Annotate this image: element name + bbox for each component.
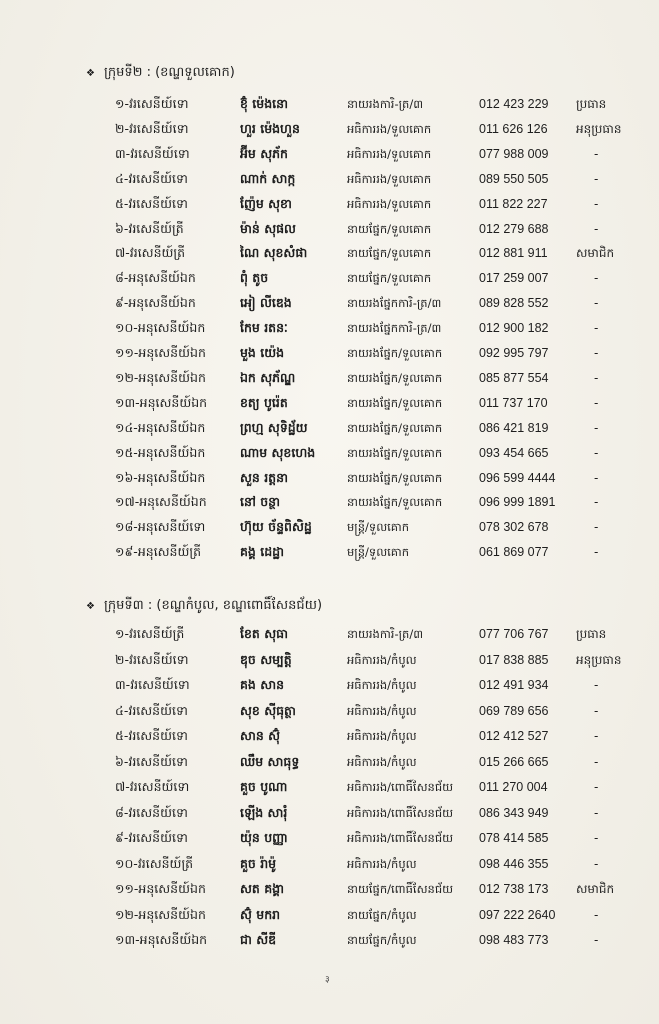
member-row xyxy=(0,699,659,723)
member-role: ប្រធាន xyxy=(576,627,607,641)
member-phone: 093 454 665 xyxy=(479,445,549,460)
member-rank: ២-វរសេនីយ៍ទោ xyxy=(115,120,189,136)
member-row xyxy=(0,801,659,825)
member-name: មួង យ៉េង xyxy=(240,345,285,360)
member-name: ខត្យ បូរ៉េត xyxy=(240,394,288,410)
member-row xyxy=(0,775,659,799)
member-role: - xyxy=(594,445,599,460)
member-role: - xyxy=(594,933,599,947)
member-position: អធិការរង/កំបូល xyxy=(347,678,417,692)
member-role: អនុប្រធាន xyxy=(576,652,622,667)
member-row xyxy=(0,877,659,901)
member-name: សាន ស៊ុំ xyxy=(240,728,281,743)
member-name: ស៊ុំ មករា xyxy=(240,906,281,922)
member-rank: ៣-វរសេនីយ៍ទោ xyxy=(115,145,190,161)
member-phone: 012 491 934 xyxy=(479,678,549,692)
member-row xyxy=(0,291,659,315)
member-name: សួន រត្តនា xyxy=(240,469,288,485)
member-rank: ៦-វរសេនីយ៍ទោ xyxy=(115,753,188,769)
member-row xyxy=(0,540,659,564)
member-phone: 011 737 170 xyxy=(479,395,548,410)
member-role: - xyxy=(594,703,599,718)
member-rank: ១៥-អនុសេនីយ៍ឯក xyxy=(115,444,206,460)
member-name: ពុំ តូច xyxy=(240,270,269,286)
member-position: នាយរងផ្នែក/ទួលគោក xyxy=(347,395,443,410)
member-phone: 078 414 585 xyxy=(479,831,549,845)
member-name: ជា សីឌី xyxy=(240,932,277,947)
member-rank: ១០-វរសេនីយ៍ត្រី xyxy=(115,855,194,871)
member-rank: ១៤-អនុសេនីយ៍ឯក xyxy=(115,419,206,435)
member-row xyxy=(0,167,659,191)
member-phone: 078 302 678 xyxy=(479,520,549,535)
member-name: ឈឹម សាធុទ្ធ xyxy=(240,753,300,769)
member-phone: 012 279 688 xyxy=(479,221,549,236)
member-role: - xyxy=(594,395,599,410)
member-position: អធិការរង/កំបូល xyxy=(347,652,417,667)
member-phone: 011 822 227 xyxy=(479,196,548,211)
member-row xyxy=(0,92,659,116)
member-position: មន្ត្រី/ទួលគោក xyxy=(347,520,410,535)
member-name: គង សាន xyxy=(240,677,285,692)
member-role: - xyxy=(594,196,599,211)
member-row xyxy=(0,490,659,514)
member-row xyxy=(0,391,659,415)
member-name: ឯក សុភ័ណ្ឌ xyxy=(240,369,296,385)
group-title: ក្រុមទី៣ : (ខណ្ឌកំបូល, ខណ្ឌពោធិ៍សែនជ័យ) xyxy=(104,598,323,613)
member-row xyxy=(0,750,659,774)
member-position: អធិការរង/ទួលគោក xyxy=(347,171,432,186)
member-phone: 012 423 229 xyxy=(479,97,549,111)
member-rank: ១៩-អនុសេនីយ៍ត្រី xyxy=(115,544,202,560)
member-position: នាយផ្នែក/ពោធិ៍សែនជ័យ xyxy=(347,882,454,896)
member-rank: ១៣-អនុសេនីយ៍ឯក xyxy=(115,394,208,410)
member-role: ប្រធាន xyxy=(576,97,607,111)
member-role: - xyxy=(594,346,599,360)
member-name: ឌុច សម្បត្តិ xyxy=(240,651,292,667)
member-rank: ៦-វរសេនីយ៍ត្រី xyxy=(115,220,184,236)
member-name: នៅ ចន្ថា xyxy=(240,494,281,510)
member-row xyxy=(0,724,659,748)
member-name: ណៃ សុខសំផា xyxy=(240,245,308,261)
member-phone: 085 877 554 xyxy=(479,370,549,385)
member-name: ញ៉ែម សុខា xyxy=(240,195,292,211)
member-rank: ៧-វរសេនីយ៍ត្រី xyxy=(115,245,186,261)
member-rank: ១២-អនុសេនីយ៍ឯក xyxy=(115,906,206,922)
member-rank: ៤-វរសេនីយ៍ទោ xyxy=(115,170,188,186)
member-phone: 061 869 077 xyxy=(479,545,549,560)
member-phone: 098 483 773 xyxy=(479,933,549,947)
member-phone: 017 259 007 xyxy=(479,271,549,286)
member-role: - xyxy=(594,495,599,510)
member-rank: ១៧-អនុសេនីយ៍ឯក xyxy=(115,494,207,510)
member-role: - xyxy=(594,678,599,692)
member-position: នាយរងផ្នែក/ទួលគោក xyxy=(347,495,443,510)
member-phone: 096 599 4444 xyxy=(479,470,556,485)
member-name: គួច បូណា xyxy=(240,779,288,794)
member-phone: 086 421 819 xyxy=(479,420,549,435)
member-name: ខែត សុធា xyxy=(240,626,288,641)
member-role: - xyxy=(594,520,599,535)
member-role: - xyxy=(594,171,599,186)
group-title: ក្រុមទី២ : (ខណ្ឌទួលគោក) xyxy=(104,65,235,80)
member-rank: ៨-អនុសេនីយ៍ឯក xyxy=(115,270,196,286)
member-row xyxy=(0,142,659,166)
member-name: សុខ ស៊ីធុត្ថា xyxy=(240,702,296,718)
member-role: - xyxy=(594,221,599,236)
member-position: អធិការរង/ទួលគោក xyxy=(347,121,432,136)
member-role: - xyxy=(594,805,599,820)
member-position: អធិការរង/ពោធិ៍សែនជ័យ xyxy=(347,805,454,820)
member-phone: 077 988 009 xyxy=(479,146,549,161)
member-name: អ៊ីម សុភ័ក xyxy=(240,145,288,161)
member-name: យ៉ុន បញ្ញា xyxy=(240,830,288,845)
member-position: នាយរងផ្នែក/ទួលគោក xyxy=(347,370,443,385)
member-row xyxy=(0,648,659,672)
member-row xyxy=(0,117,659,141)
member-phone: 096 999 1891 xyxy=(479,495,556,510)
member-position: អធិការរង/កំបូល xyxy=(347,703,417,718)
member-phone: 011 626 126 xyxy=(479,121,548,136)
member-name: សត គង្គា xyxy=(240,881,285,896)
member-rank: ៨-វរសេនីយ៍ទោ xyxy=(115,804,188,820)
member-phone: 017 838 885 xyxy=(479,652,549,667)
member-name: ហួរ ម៉េងហួន xyxy=(240,120,300,136)
member-role: - xyxy=(594,370,599,385)
member-rank: ១-វរសេនីយ៍ត្រី xyxy=(115,626,185,641)
member-rank: ២-វរសេនីយ៍ទោ xyxy=(115,651,189,667)
member-rank: ១០-អនុសេនីយ៍ឯក xyxy=(115,320,206,336)
group-heading xyxy=(86,595,322,617)
member-phone: 089 828 552 xyxy=(479,296,549,311)
member-position: នាយរងការិ-ត្រ/៣ xyxy=(347,627,424,641)
member-row xyxy=(0,826,659,850)
member-phone: 077 706 767 xyxy=(479,627,549,641)
member-name: ណាក់ សាក្ក xyxy=(240,170,296,186)
member-position: អធិការរង/កំបូល xyxy=(347,729,417,743)
member-position: អធិការរង/ពោធិ៍សែនជ័យ xyxy=(347,780,454,794)
member-row xyxy=(0,673,659,697)
member-phone: 097 222 2640 xyxy=(479,907,556,922)
member-position: នាយរងផ្នែក/ទួលគោក xyxy=(347,445,443,460)
member-phone: 086 343 949 xyxy=(479,805,549,820)
member-role: - xyxy=(594,729,599,743)
member-position: នាយផ្នែក/ទួលគោក xyxy=(347,246,432,261)
member-phone: 098 446 355 xyxy=(479,856,549,871)
member-position: នាយរងផ្នែកការិ-ត្រ/៣ xyxy=(347,321,442,336)
member-rank: ១៦-អនុសេនីយ៍ឯក xyxy=(115,469,206,485)
member-name: កែម រតនៈ xyxy=(240,320,288,336)
group-heading xyxy=(86,62,235,84)
member-rank: ៣-វរសេនីយ៍ទោ xyxy=(115,677,190,692)
member-rank: ៧-វរសេនីយ៍ទោ xyxy=(115,779,190,794)
member-role: - xyxy=(594,545,599,560)
member-row xyxy=(0,903,659,927)
member-role: - xyxy=(594,321,599,336)
member-rank: ១៨-អនុសេនីយ៍ទោ xyxy=(115,519,206,535)
member-row xyxy=(0,416,659,440)
member-phone: 092 995 797 xyxy=(479,346,549,360)
member-position: អធិការរង/ពោធិ៍សែនជ័យ xyxy=(347,831,454,845)
member-phone: 089 550 505 xyxy=(479,171,549,186)
member-position: នាយរងផ្នែក/ទួលគោក xyxy=(347,346,443,360)
member-name: ព្រហ្ម សុទិដ្ឋ័យ xyxy=(240,419,308,435)
member-role: សមាជិក xyxy=(576,882,615,896)
member-position: នាយរងផ្នែក/ទួលគោក xyxy=(347,470,443,485)
member-rank: ៥-វរសេនីយ៍ទោ xyxy=(115,728,188,743)
member-role: - xyxy=(594,146,599,161)
member-name: អៀ លីឌេង xyxy=(240,295,292,311)
member-rank: ១២-អនុសេនីយ៍ឯក xyxy=(115,369,206,385)
member-role: - xyxy=(594,754,599,769)
member-row xyxy=(0,466,659,490)
member-name: គួច រ៉ាម៉ូ xyxy=(240,855,277,871)
member-name: ខ៊ុំ ម៉េងនោ xyxy=(240,96,288,111)
member-name: ម៉ាន់ សុផល xyxy=(240,220,296,236)
member-phone: 012 738 173 xyxy=(479,882,549,896)
member-role: - xyxy=(594,271,599,286)
member-rank: ១៣-អនុសេនីយ៍ឯក xyxy=(115,932,208,947)
member-name: ហ៊ុយ ច័ន្ទពិសិដ្ឋ xyxy=(240,519,312,535)
member-name: ឡើង សារុំ xyxy=(240,804,288,820)
member-row xyxy=(0,341,659,365)
member-rank: ១-វរសេនីយ៍ទោ xyxy=(115,96,189,111)
member-phone: 011 270 004 xyxy=(479,780,548,794)
member-position: នាយរងការិ-ត្រ/៣ xyxy=(347,97,424,111)
member-position: នាយរងផ្នែកការិ-ត្រ/៣ xyxy=(347,296,442,311)
member-rank: ៩-អនុសេនីយ៍ឯក xyxy=(115,295,196,311)
member-rank: ១១-អនុសេនីយ៍ឯក xyxy=(115,345,206,360)
member-rank: ៤-វរសេនីយ៍ទោ xyxy=(115,702,188,718)
member-role: - xyxy=(594,831,599,845)
member-role: - xyxy=(594,470,599,485)
member-role: - xyxy=(594,296,599,311)
member-role: អនុប្រធាន xyxy=(576,121,622,136)
member-row xyxy=(0,928,659,952)
member-position: នាយផ្នែក/កំបូល xyxy=(347,933,417,947)
member-rank: ៥-វរសេនីយ៍ទោ xyxy=(115,195,188,211)
member-role: - xyxy=(594,856,599,871)
member-name: ណាម សុខហេង xyxy=(240,444,316,460)
member-position: នាយផ្នែក/ទួលគោក xyxy=(347,221,432,236)
member-row xyxy=(0,217,659,241)
member-position: មន្ត្រី/ទួលគោក xyxy=(347,545,410,560)
member-position: អធិការរង/ទួលគោក xyxy=(347,146,432,161)
member-row xyxy=(0,622,659,646)
member-role: - xyxy=(594,907,599,922)
member-position: នាយរងផ្នែក/ទួលគោក xyxy=(347,420,443,435)
member-phone: 069 789 656 xyxy=(479,703,549,718)
member-row xyxy=(0,852,659,876)
member-rank: ១១-អនុសេនីយ៍ឯក xyxy=(115,881,206,896)
member-row xyxy=(0,515,659,539)
member-row xyxy=(0,266,659,290)
member-position: អធិការរង/កំបូល xyxy=(347,754,417,769)
page-number: ३ xyxy=(325,975,330,985)
member-role: សមាជិក xyxy=(576,246,615,261)
member-role: - xyxy=(594,420,599,435)
member-row xyxy=(0,366,659,390)
diamond-bullet-icon: ❖ xyxy=(86,68,95,79)
diamond-bullet-icon: ❖ xyxy=(86,601,95,612)
member-role: - xyxy=(594,780,599,794)
member-row xyxy=(0,192,659,216)
member-name: គង្គ ដេដ្ឋា xyxy=(240,544,285,560)
member-row xyxy=(0,241,659,265)
member-row xyxy=(0,441,659,465)
member-position: នាយផ្នែក/កំបូល xyxy=(347,907,417,922)
member-rank: ៩-វរសេនីយ៍ទោ xyxy=(115,830,188,845)
member-phone: 012 900 182 xyxy=(479,321,549,336)
member-phone: 015 266 665 xyxy=(479,754,549,769)
member-position: នាយផ្នែក/ទួលគោក xyxy=(347,271,432,286)
member-phone: 012 412 527 xyxy=(479,729,549,743)
member-position: អធិការរង/កំបូល xyxy=(347,856,417,871)
member-position: អធិការរង/ទួលគោក xyxy=(347,196,432,211)
member-row xyxy=(0,316,659,340)
member-phone: 012 881 911 xyxy=(479,246,548,261)
